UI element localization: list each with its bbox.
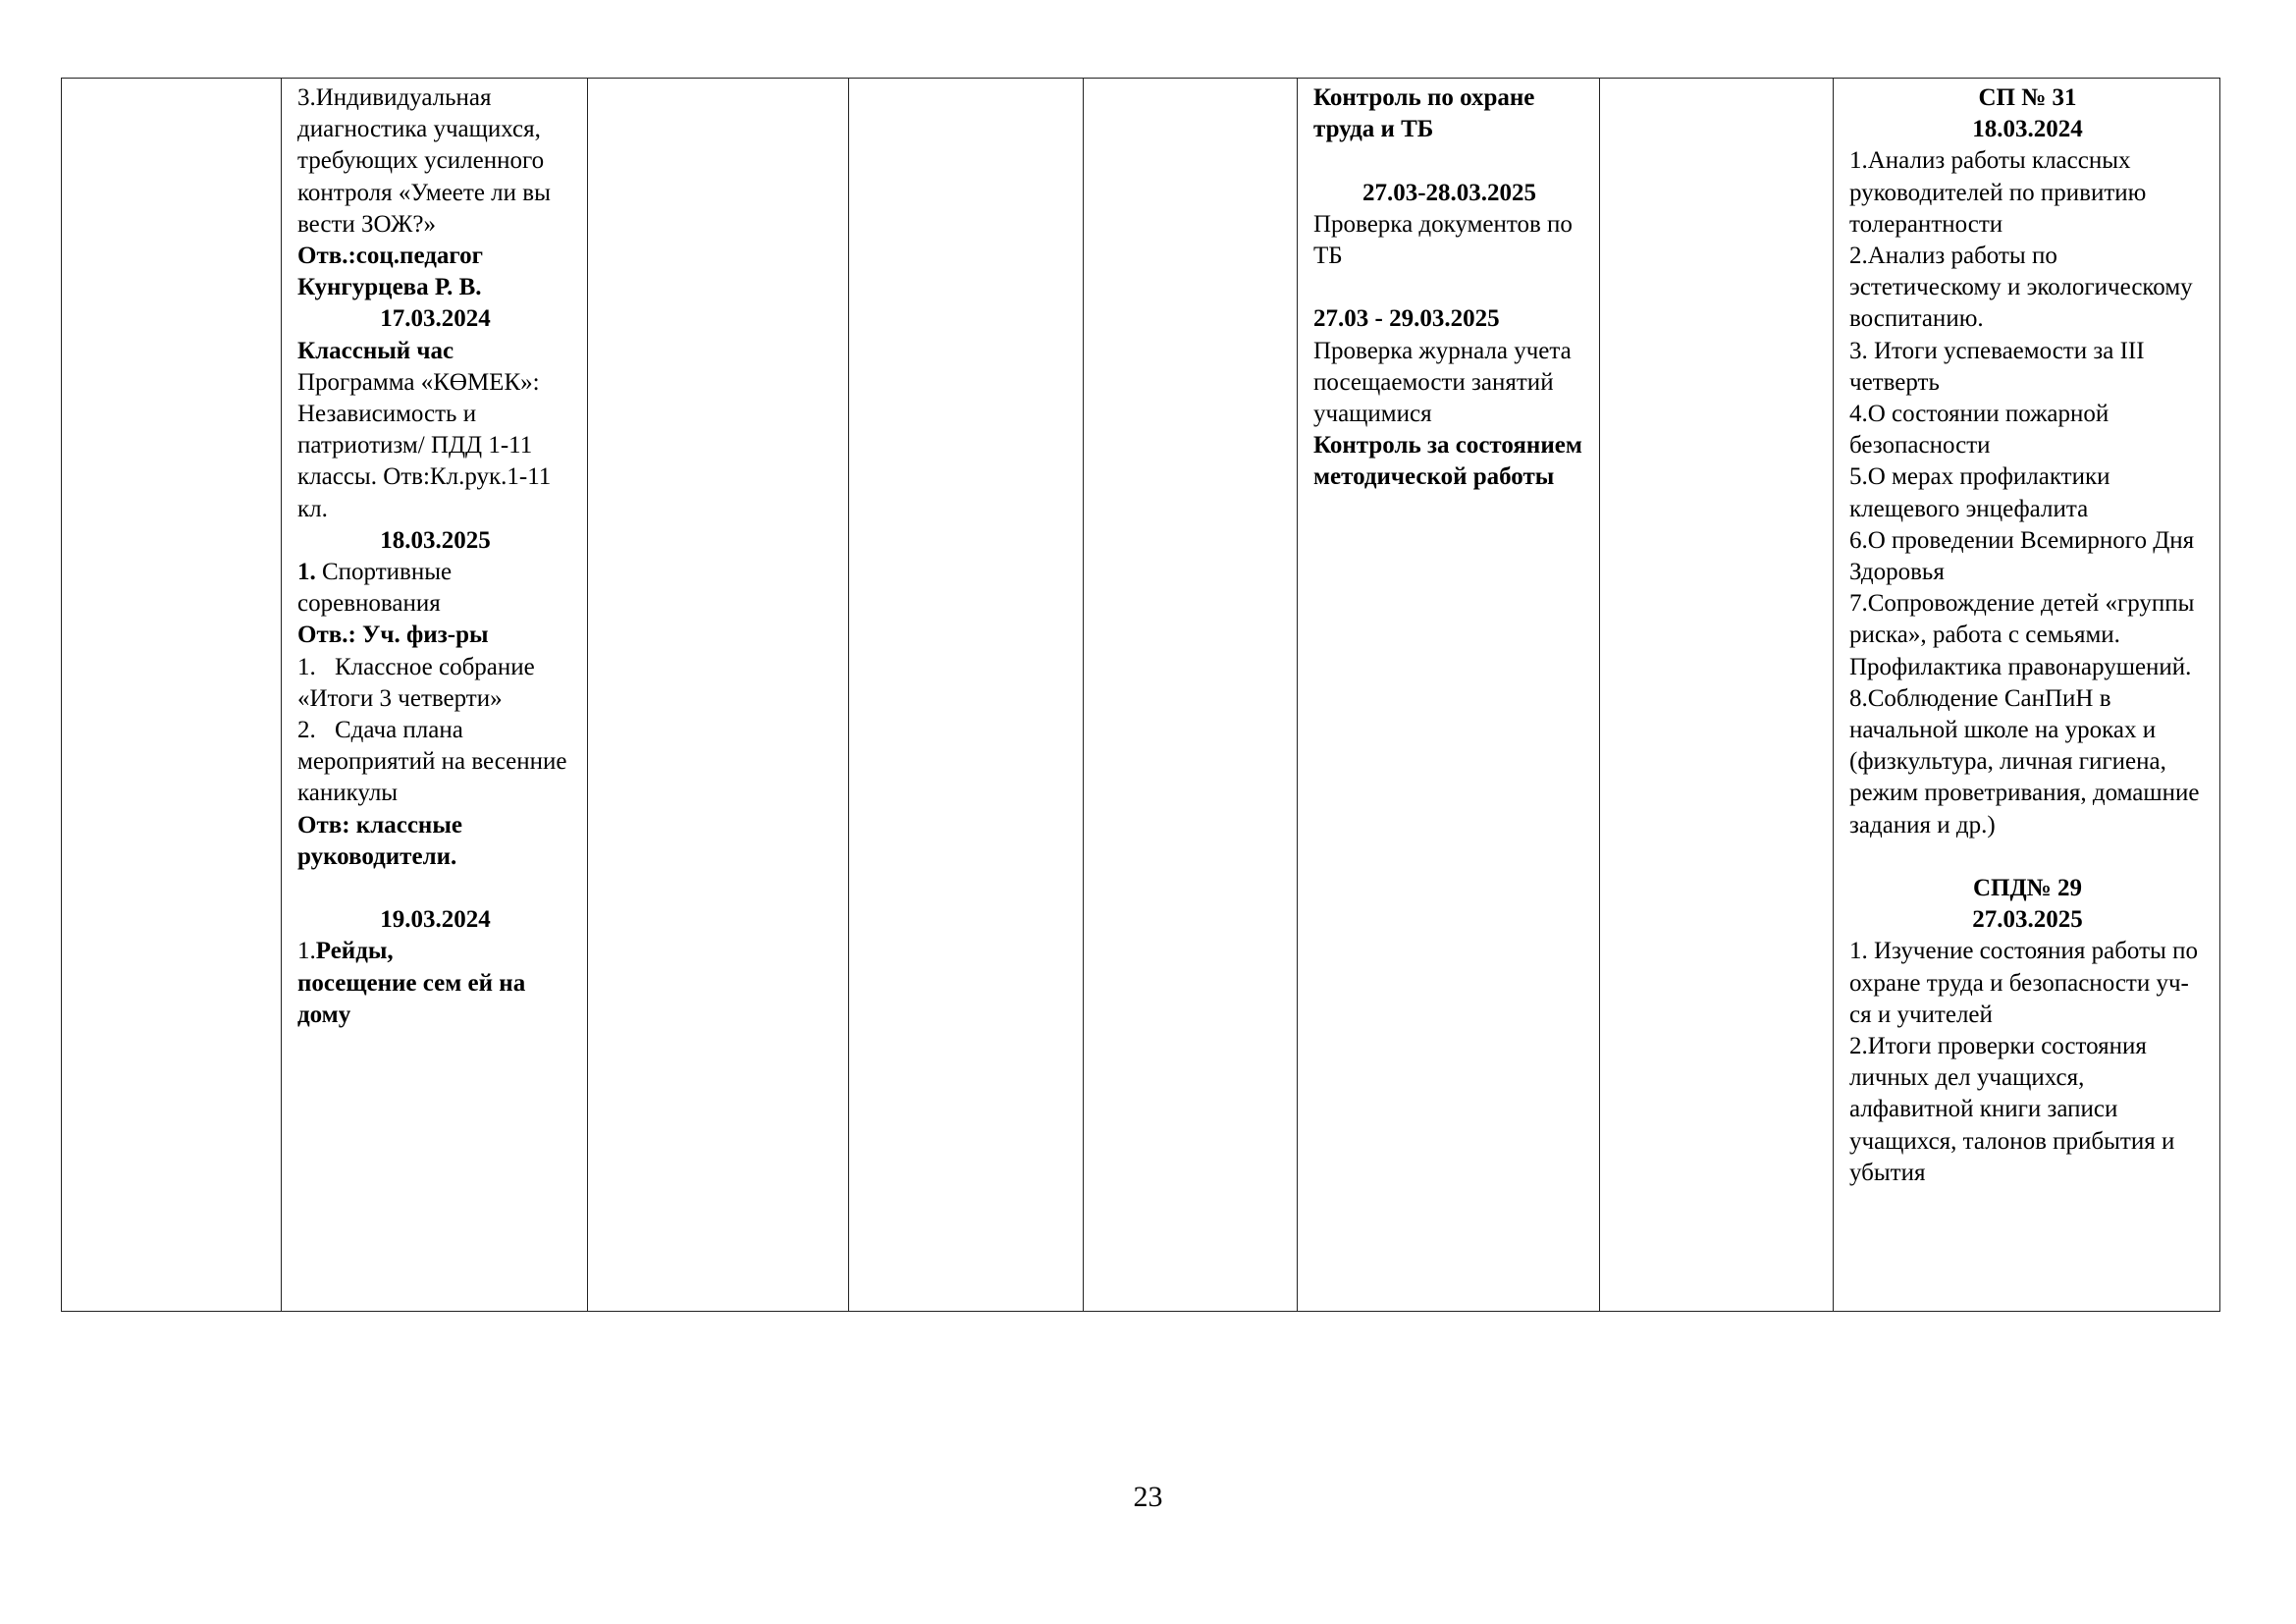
meeting-date: 18.03.2024 xyxy=(1972,116,2083,143)
table-cell-5 xyxy=(1084,79,1298,1312)
agenda-item: 4.О состоянии пожарной безопасности xyxy=(1849,401,2109,460)
table-cell-3 xyxy=(588,79,849,1312)
journal-check-text: Проверка журнала учета посещаемости занятий учащимися xyxy=(1313,337,1572,427)
table-cell-1 xyxy=(62,79,282,1312)
program-text: Программа «КӨМЕК»: Независимость и патриотизм/ ПДД 1-11 классы. Отв:Кл.рук.1-11 кл. xyxy=(297,368,552,522)
table-cell-8 xyxy=(1834,79,2220,1312)
sport-item xyxy=(297,557,573,620)
home-visit-text: посещение сем ей на дому xyxy=(297,969,526,1028)
agenda-item: 2.Анализ работы по эстетическому и экологическому воспитанию. xyxy=(1849,243,2193,333)
agenda-item: 5.О мерах профилактики клещевого энцефалита xyxy=(1849,463,2110,522)
plan-table xyxy=(61,78,2220,1312)
date-heading: 18.03.2025 xyxy=(380,526,491,554)
meeting-title: СПД№ 29 xyxy=(1972,875,2083,902)
agenda-item: 2.Итоги проверки состояния личных дел учащихся, алфавитной книги записи учащихся, талонов прибытия и убытия xyxy=(1849,1033,2175,1186)
safety-control-title: Контроль по охране труда и ТБ xyxy=(1313,84,1535,143)
date-heading: 17.03.2024 xyxy=(380,305,491,333)
agenda-item: 8.Соблюдение СанПиН в начальной школе на уроках и (физкультура, личная гигиена, режим проветривания, домашние задания и др.) xyxy=(1849,684,2200,839)
sport-number: 1. xyxy=(297,559,316,586)
responsible-name: Кунгурцева Р. В. xyxy=(297,274,482,301)
date-heading: 27.03 - 29.03.2025 xyxy=(1313,305,1500,333)
page-number: 23 xyxy=(1133,1481,1163,1513)
date-heading: 19.03.2024 xyxy=(380,906,491,934)
document-check-text: Проверка документов по ТБ xyxy=(1313,210,1573,269)
table-cell-6 xyxy=(1298,79,1600,1312)
date-heading: 27.03-28.03.2025 xyxy=(1362,179,1537,206)
class-meeting-text: Классное собрание «Итоги 3 четверти» xyxy=(297,653,535,712)
diagnostics-item: 3.Индивидуальная диагностика учащихся, требующих усиленного контроля «Умеете ли вы вести ЗОЖ?» xyxy=(297,84,551,238)
list-item: 1. Классное собрание «Итоги 3 четверти» xyxy=(297,653,535,712)
agenda-item: 1. Изучение состояния работы по охране труда и безопасности уч-ся и учителей xyxy=(1849,938,2198,1028)
responsible-social-teacher: Отв.:соц.педагог xyxy=(297,243,483,270)
responsible-class-teachers-2: руководители. xyxy=(297,842,457,870)
class-hour-heading: Классный час xyxy=(297,337,454,364)
raid-item: 1.Рейды, xyxy=(297,938,394,965)
table-cell-2 xyxy=(282,79,588,1312)
table-cell-7 xyxy=(1600,79,1834,1312)
methodical-control-title: Контроль за состоянием методической работы xyxy=(1313,432,1582,491)
responsible-class-teachers: Отв: классные xyxy=(297,811,462,839)
agenda-item: 1.Анализ работы классных руководителей по привитию толерантности xyxy=(1849,147,2147,238)
meeting-title: СП № 31 xyxy=(1978,84,2077,111)
agenda-item: 6.О проведении Всемирного Дня Здоровья xyxy=(1849,526,2195,586)
table-row xyxy=(62,79,2220,1312)
responsible-pe-teacher: Отв.: Уч. физ-ры xyxy=(297,622,489,649)
sport-text: Спортивные соревнования xyxy=(297,559,453,618)
vacation-plan-text: Сдача плана мероприятий на весенние каникулы xyxy=(297,717,567,807)
agenda-item: 3. Итоги успеваемости за III четверть xyxy=(1849,337,2145,396)
table-cell-4 xyxy=(849,79,1084,1312)
meeting-date: 27.03.2025 xyxy=(1972,906,2083,934)
list-item: 2. Сдача плана мероприятий на весенние каникулы xyxy=(297,717,567,807)
agenda-item: 7.Сопровождение детей «группы риска», работа с семьями. Профилактика правонарушений. xyxy=(1849,590,2195,680)
